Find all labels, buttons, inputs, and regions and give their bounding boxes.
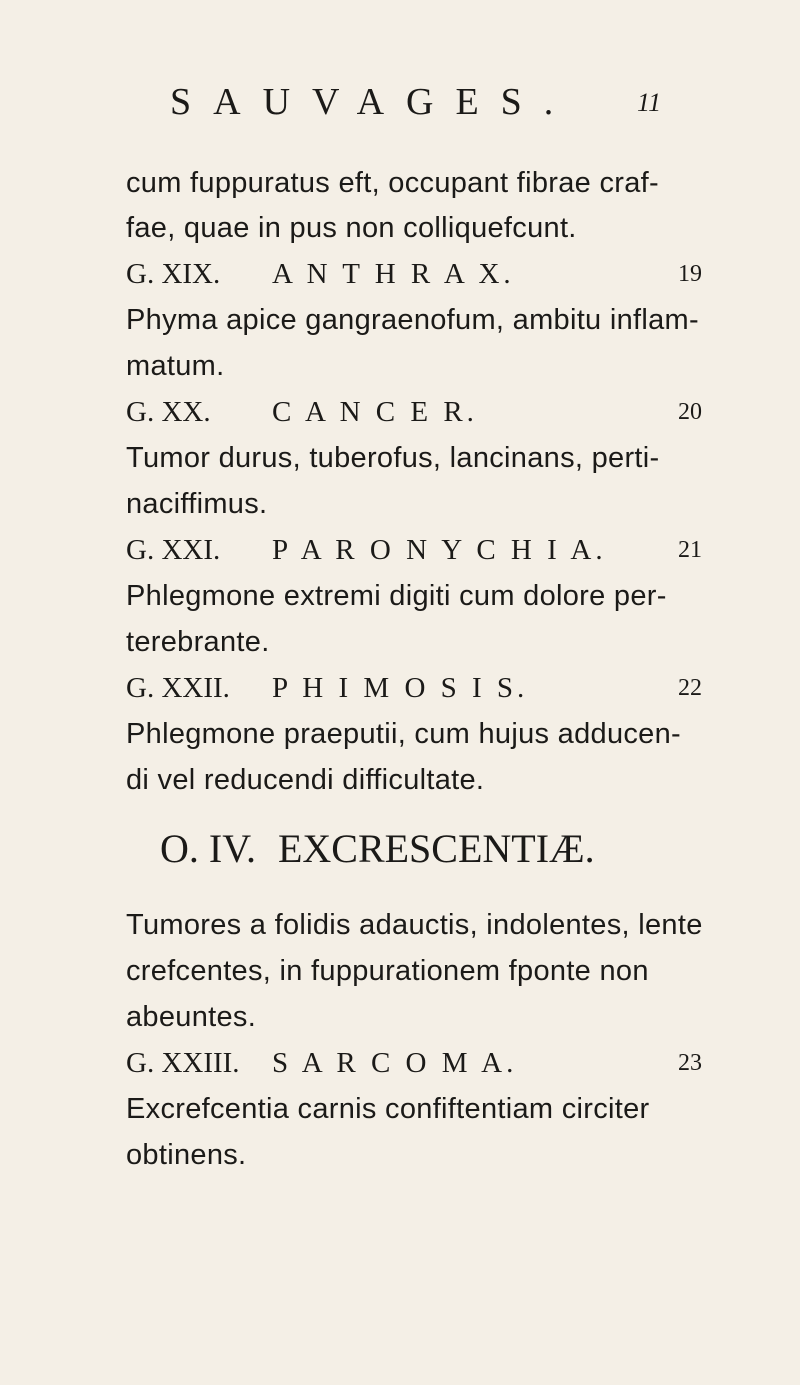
genus-index: 20 <box>678 399 702 425</box>
order-number: O. IV. <box>160 826 256 871</box>
page-number: 11 <box>637 88 662 117</box>
order-4-desc-line-2: crefcentes, in fuppurationem fponte non <box>126 955 649 987</box>
genus-19-desc-line-2: matum. <box>126 350 225 382</box>
genus-index: 21 <box>678 537 702 563</box>
genus-number: G. XXII. <box>126 672 230 704</box>
genus-heading-19 <box>126 256 726 292</box>
genus-20-desc-line-1: Tumor durus, tuberofus, lancinans, perti- <box>126 442 660 474</box>
genus-index: 22 <box>678 675 702 701</box>
genus-heading-20 <box>126 394 726 430</box>
genus-21-desc-line-1: Phlegmone extremi digiti cum dolore per- <box>126 580 667 612</box>
genus-21-desc-line-2: terebrante. <box>126 626 270 658</box>
order-4-desc-line-3: abeuntes. <box>126 1001 257 1033</box>
genus-22-desc-line-2: di vel reducendi difficultate. <box>126 764 485 796</box>
genus-name: S A R C O M A. <box>272 1047 518 1079</box>
genus-22-desc-line-1: Phlegmone praeputii, cum hujus adducen- <box>126 718 681 750</box>
genus-name: A N T H R A X. <box>272 258 515 290</box>
genus-number: G. XXI. <box>126 534 221 566</box>
order-heading <box>160 826 595 872</box>
genus-number: G. XX. <box>126 396 211 428</box>
genus-index: 19 <box>678 261 702 287</box>
genus-name: P A R O N Y C H I A. <box>272 534 607 566</box>
genus-number: G. XXIII. <box>126 1047 240 1079</box>
genus-heading-21 <box>126 532 726 568</box>
genus-name: C A N C E R. <box>272 396 478 428</box>
genus-20-desc-line-2: naciffimus. <box>126 488 268 520</box>
intro-line-1: cum fuppuratus eft, occupant fibrae craf- <box>126 167 659 199</box>
genus-index: 23 <box>678 1050 702 1076</box>
intro-line-2: fae, quae in pus non colliquefcunt. <box>126 212 577 244</box>
genus-23-desc-line-1: Excrefcentia carnis confiftentiam circiter <box>126 1093 650 1125</box>
genus-heading-22 <box>126 670 726 706</box>
genus-name: P H I M O S I S. <box>272 672 529 704</box>
running-title: SAUVAGES. <box>170 81 576 123</box>
order-title: EXCRESCENTIÆ. <box>277 826 595 871</box>
genus-number: G. XIX. <box>126 258 221 290</box>
genus-19-desc-line-1: Phyma apice gangraenofum, ambitu inflam- <box>126 304 699 336</box>
genus-heading-23 <box>126 1045 726 1081</box>
genus-23-desc-line-2: obtinens. <box>126 1139 247 1171</box>
order-4-desc-line-1: Tumores a folidis adauctis, indolentes, lente <box>126 909 703 941</box>
